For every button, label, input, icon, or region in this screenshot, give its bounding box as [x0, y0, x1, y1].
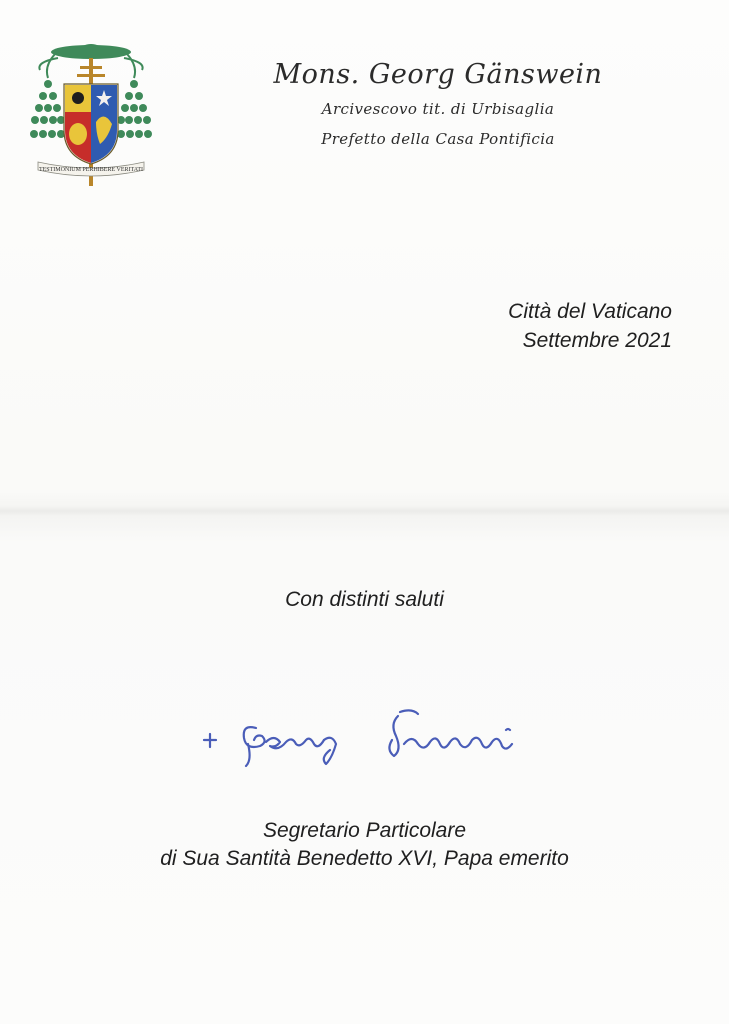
- coat-of-arms-icon: [30, 38, 152, 190]
- date-text: Settembre 2021: [522, 329, 672, 352]
- handwritten-signature: [190, 700, 540, 780]
- coat-of-arms-motto: TESTIMONIUM PERHIBERE VERITATI: [38, 167, 144, 173]
- letterhead-title: Arcivescovo tit. di Urbisaglia: [321, 100, 555, 118]
- coat-of-arms: [30, 38, 152, 190]
- letterhead-office: Prefetto della Casa Pontificia: [321, 130, 555, 148]
- signatory-title-line-1: Segretario Particolare: [262, 819, 467, 842]
- letterhead-name: Mons. Georg Gänswein: [273, 59, 603, 90]
- place-text: Città del Vaticano: [508, 300, 672, 323]
- closing-salutation: Con distinti saluti: [285, 588, 444, 611]
- signatory-title: [0, 817, 729, 873]
- paper-fold-line: [0, 506, 729, 516]
- signature-drawing: [190, 700, 540, 780]
- letterhead: [258, 56, 618, 154]
- signatory-title-line-2: di Sua Santità Benedetto XVI, Papa emerito: [160, 847, 569, 870]
- place-date-block: [508, 297, 672, 355]
